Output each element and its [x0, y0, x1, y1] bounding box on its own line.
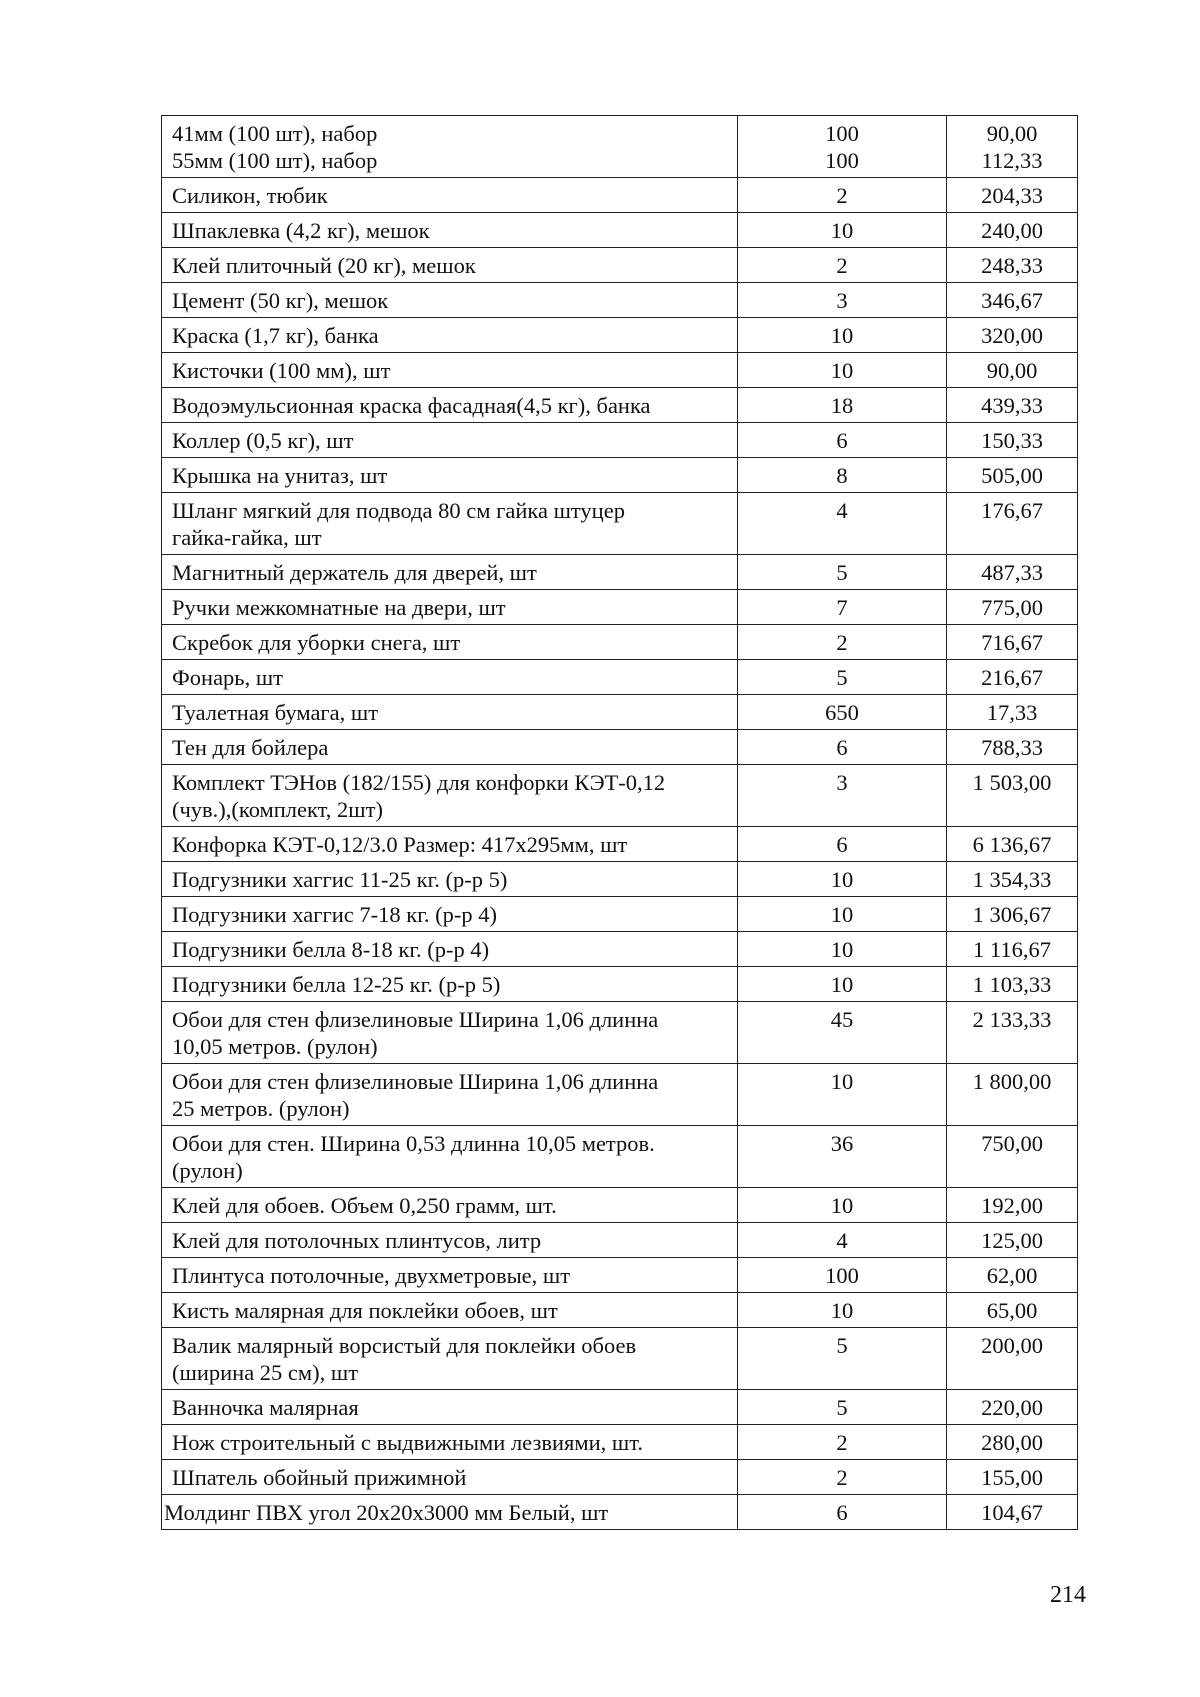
table-row: [162, 178, 1078, 213]
item-name-cell: [162, 1223, 738, 1258]
item-name-line: Водоэмульсионная краска фасадная(4,5 кг), банка: [172, 393, 651, 418]
quantity-line: 2: [836, 630, 848, 655]
quantity-line: 18: [830, 393, 854, 418]
table-row: [162, 1258, 1078, 1293]
quantity-cell: [738, 660, 947, 695]
price-line: 65,00: [986, 1298, 1038, 1323]
quantity-line: 5: [836, 1333, 848, 1358]
quantity-cell: [738, 967, 947, 1002]
price-cell: [947, 388, 1078, 423]
table-row: [162, 248, 1078, 283]
quantity-line: 6: [836, 1500, 848, 1525]
quantity-cell: [738, 1223, 947, 1258]
price-line: 280,00: [981, 1430, 1043, 1455]
table-row: [162, 1293, 1078, 1328]
item-name-cell: [162, 730, 738, 765]
quantity-cell: [738, 213, 947, 248]
table-row: [162, 1328, 1078, 1390]
quantity-cell: [738, 1258, 947, 1293]
quantity-cell: [738, 897, 947, 932]
item-name-cell: [162, 1328, 738, 1390]
quantity-cell: [738, 1064, 947, 1126]
item-name-line: Цемент (50 кг), мешок: [172, 288, 389, 313]
price-cell: [947, 493, 1078, 555]
price-line: 192,00: [981, 1193, 1043, 1218]
price-line: 62,00: [986, 1263, 1038, 1288]
items-table-body: [162, 116, 1078, 1530]
price-line: 104,67: [981, 1500, 1043, 1525]
table-row: [162, 1002, 1078, 1064]
item-name-cell: [162, 1126, 738, 1188]
quantity-line: 6: [836, 832, 848, 857]
price-cell: [947, 555, 1078, 590]
table-row: [162, 765, 1078, 827]
price-cell: [947, 625, 1078, 660]
price-cell: [947, 932, 1078, 967]
item-name-line: Плинтуса потолочные, двухметровые, шт: [172, 1263, 571, 1288]
item-name-cell: [162, 283, 738, 318]
item-name-line: Скребок для уборки снега, шт: [172, 630, 461, 655]
quantity-line: 4: [836, 1228, 848, 1253]
table-row: [162, 493, 1078, 555]
item-name-line: Нож строительный с выдвижными лезвиями, шт.: [172, 1430, 643, 1455]
price-line: 2 133,33: [972, 1007, 1052, 1032]
price-line: 750,00: [981, 1131, 1043, 1156]
item-name-cell: [162, 932, 738, 967]
item-name-line: Обои для стен. Ширина 0,53 длинна 10,05 метров.: [172, 1131, 655, 1156]
item-name-line: Тен для бойлера: [172, 735, 329, 760]
table-row: [162, 897, 1078, 932]
item-name-cell: [162, 213, 738, 248]
quantity-cell: [738, 862, 947, 897]
quantity-cell: [738, 458, 947, 493]
item-name-line: Клей для потолочных плинтусов, литр: [172, 1228, 542, 1253]
item-name-line: Комплект ТЭНов (182/155) для конфорки КЭТ-0,12: [172, 770, 666, 795]
quantity-cell: [738, 283, 947, 318]
quantity-cell: [738, 625, 947, 660]
quantity-line: 650: [825, 700, 859, 725]
table-row: [162, 1223, 1078, 1258]
item-name-line: Силикон, тюбик: [172, 183, 328, 208]
price-cell: [947, 353, 1078, 388]
price-cell: [947, 827, 1078, 862]
item-name-cell: [162, 625, 738, 660]
item-name-cell: [162, 1188, 738, 1223]
price-line: 112,33: [981, 148, 1043, 173]
price-line: 90,00: [986, 358, 1038, 383]
price-line: 346,67: [981, 288, 1043, 313]
quantity-cell: [738, 695, 947, 730]
item-name-cell: [162, 827, 738, 862]
table-row: [162, 213, 1078, 248]
quantity-cell: [738, 827, 947, 862]
price-cell: [947, 1258, 1078, 1293]
price-line: 1 306,67: [972, 902, 1052, 927]
table-row: [162, 1064, 1078, 1126]
item-name-line: Обои для стен флизелиновые Ширина 1,06 длинна: [172, 1007, 659, 1032]
table-row: [162, 932, 1078, 967]
item-name-cell: [162, 318, 738, 353]
item-name-line: Клей плиточный (20 кг), мешок: [172, 253, 476, 278]
price-cell: [947, 1002, 1078, 1064]
item-name-cell: [162, 862, 738, 897]
item-name-line: (рулон): [172, 1158, 243, 1183]
quantity-cell: [738, 388, 947, 423]
price-cell: [947, 967, 1078, 1002]
quantity-line: 5: [836, 665, 848, 690]
quantity-cell: [738, 932, 947, 967]
quantity-line: 2: [836, 1465, 848, 1490]
quantity-cell: [738, 1460, 947, 1495]
table-row: [162, 1460, 1078, 1495]
price-cell: [947, 897, 1078, 932]
quantity-line: 7: [836, 595, 848, 620]
quantity-line: 36: [830, 1131, 854, 1156]
price-line: 155,00: [981, 1465, 1043, 1490]
price-line: 1 103,33: [972, 972, 1052, 997]
price-cell: [947, 318, 1078, 353]
item-name-cell: [162, 116, 738, 178]
price-line: 1 800,00: [972, 1069, 1052, 1094]
quantity-line: 6: [836, 428, 848, 453]
price-cell: [947, 1495, 1078, 1530]
price-line: 150,33: [981, 428, 1043, 453]
quantity-cell: [738, 555, 947, 590]
item-name-line: Шпаклевка (4,2 кг), мешок: [172, 218, 430, 243]
item-name-line: Краска (1,7 кг), банка: [172, 323, 379, 348]
quantity-cell: [738, 765, 947, 827]
quantity-cell: [738, 1390, 947, 1425]
table-row: [162, 388, 1078, 423]
item-name-line: 25 метров. (рулон): [172, 1096, 350, 1121]
item-name-line: Клей для обоев. Объем 0,250 грамм, шт.: [172, 1193, 557, 1218]
table-row: [162, 423, 1078, 458]
item-name-cell: [162, 353, 738, 388]
quantity-cell: [738, 318, 947, 353]
item-name-line: Ручки межкомнатные на двери, шт: [172, 595, 506, 620]
quantity-line: 2: [836, 1430, 848, 1455]
price-cell: [947, 1328, 1078, 1390]
quantity-cell: [738, 353, 947, 388]
price-cell: [947, 458, 1078, 493]
price-cell: [947, 1390, 1078, 1425]
table-row: [162, 318, 1078, 353]
price-line: 248,33: [981, 253, 1043, 278]
price-cell: [947, 1223, 1078, 1258]
item-name-line: 10,05 метров. (рулон): [172, 1034, 378, 1059]
quantity-line: 3: [836, 770, 848, 795]
table-row: [162, 730, 1078, 765]
price-line: 1 116,67: [973, 937, 1051, 962]
quantity-cell: [738, 1328, 947, 1390]
item-name-line: Ванночка малярная: [172, 1395, 359, 1420]
item-name-cell: [162, 765, 738, 827]
price-line: 216,67: [981, 665, 1043, 690]
price-line: 1 354,33: [972, 867, 1052, 892]
item-name-cell: [162, 660, 738, 695]
quantity-cell: [738, 730, 947, 765]
quantity-line: 100: [825, 1263, 859, 1288]
price-line: 716,67: [981, 630, 1043, 655]
item-name-line: Шланг мягкий для подвода 80 см гайка штуцер: [172, 498, 625, 523]
price-cell: [947, 730, 1078, 765]
quantity-cell: [738, 1425, 947, 1460]
price-line: 200,00: [981, 1333, 1043, 1358]
quantity-line: 10: [830, 937, 854, 962]
item-name-line: 41мм (100 шт), набор: [172, 121, 378, 146]
quantity-cell: [738, 1293, 947, 1328]
table-row: [162, 660, 1078, 695]
item-name-line: Подгузники хаггис 7-18 кг. (р-р 4): [172, 902, 497, 927]
item-name-line: гайка-гайка, шт: [172, 525, 322, 550]
price-line: 1 503,00: [972, 770, 1052, 795]
item-name-line: Коллер (0,5 кг), шт: [172, 428, 354, 453]
price-line: 775,00: [981, 595, 1043, 620]
price-line: 240,00: [981, 218, 1043, 243]
quantity-cell: [738, 493, 947, 555]
item-name-cell: [162, 1002, 738, 1064]
quantity-cell: [738, 1002, 947, 1064]
quantity-line: 3: [836, 288, 848, 313]
table-row: [162, 1425, 1078, 1460]
quantity-line: 6: [836, 735, 848, 760]
quantity-line: 10: [830, 1298, 854, 1323]
table-row: [162, 353, 1078, 388]
item-name-line: Магнитный держатель для дверей, шт: [172, 560, 537, 585]
item-name-cell: [162, 590, 738, 625]
price-line: 788,33: [981, 735, 1043, 760]
quantity-cell: [738, 1188, 947, 1223]
table-row: [162, 1390, 1078, 1425]
quantity-line: 10: [830, 972, 854, 997]
item-name-cell: [162, 1390, 738, 1425]
item-name-cell: [162, 967, 738, 1002]
price-cell: [947, 1064, 1078, 1126]
item-name-line: Обои для стен флизелиновые Ширина 1,06 длинна: [172, 1069, 659, 1094]
item-name-cell: [162, 178, 738, 213]
item-name-cell: [162, 1064, 738, 1126]
price-cell: [947, 213, 1078, 248]
price-cell: [947, 1460, 1078, 1495]
price-cell: [947, 423, 1078, 458]
quantity-line: 10: [830, 1193, 854, 1218]
quantity-line: 10: [830, 867, 854, 892]
item-name-cell: [162, 493, 738, 555]
price-cell: [947, 283, 1078, 318]
item-name-cell: [162, 695, 738, 730]
item-name-cell: [162, 1495, 738, 1530]
price-line: 90,00: [986, 121, 1038, 146]
quantity-cell: [738, 1126, 947, 1188]
item-name-line: Крышка на унитаз, шт: [172, 463, 388, 488]
table-row: [162, 967, 1078, 1002]
item-name-line: (ширина 25 см), шт: [172, 1360, 359, 1385]
price-cell: [947, 862, 1078, 897]
price-line: 487,33: [981, 560, 1043, 585]
item-name-line: 55мм (100 шт), набор: [172, 148, 378, 173]
price-line: 204,33: [981, 183, 1043, 208]
item-name-line: Молдинг ПВХ угол 20х20х3000 мм Белый, шт: [164, 1500, 609, 1525]
item-name-line: Кисточки (100 мм), шт: [172, 358, 391, 383]
price-cell: [947, 116, 1078, 178]
item-name-line: Валик малярный ворсистый для поклейки обоев: [172, 1333, 637, 1358]
price-cell: [947, 1293, 1078, 1328]
price-line: 439,33: [981, 393, 1043, 418]
item-name-cell: [162, 555, 738, 590]
item-name-cell: [162, 388, 738, 423]
item-name-line: (чув.),(комплект, 2шт): [172, 797, 383, 822]
table-row: [162, 1188, 1078, 1223]
price-cell: [947, 178, 1078, 213]
price-cell: [947, 248, 1078, 283]
quantity-line: 8: [836, 463, 848, 488]
table-row: [162, 625, 1078, 660]
item-name-line: Кисть малярная для поклейки обоев, шт: [172, 1298, 558, 1323]
table-row: [162, 862, 1078, 897]
item-name-cell: [162, 1258, 738, 1293]
item-name-cell: [162, 423, 738, 458]
item-name-line: Шпатель обойный прижимной: [172, 1465, 467, 1490]
table-row: [162, 1495, 1078, 1530]
quantity-line: 2: [836, 183, 848, 208]
quantity-cell: [738, 116, 947, 178]
price-cell: [947, 660, 1078, 695]
quantity-cell: [738, 590, 947, 625]
price-line: 176,67: [981, 498, 1043, 523]
page-number: 214: [1050, 1582, 1086, 1608]
price-line: 6 136,67: [972, 832, 1052, 857]
item-name-cell: [162, 1460, 738, 1495]
item-name-cell: [162, 248, 738, 283]
item-name-cell: [162, 458, 738, 493]
quantity-line: 45: [830, 1007, 854, 1032]
table-row: [162, 590, 1078, 625]
items-table: [161, 115, 1078, 1530]
quantity-line: 4: [836, 498, 848, 523]
price-cell: [947, 590, 1078, 625]
item-name-line: Подгузники хаггис 11-25 кг. (р-р 5): [172, 867, 508, 892]
table-row: [162, 458, 1078, 493]
table-row: [162, 283, 1078, 318]
table-row: [162, 695, 1078, 730]
quantity-line: 5: [836, 560, 848, 585]
quantity-line: 100: [825, 148, 859, 173]
quantity-line: 100: [825, 121, 859, 146]
price-line: 320,00: [981, 323, 1043, 348]
quantity-line: 10: [830, 1069, 854, 1094]
price-cell: [947, 1126, 1078, 1188]
table-row: [162, 555, 1078, 590]
quantity-line: 10: [830, 218, 854, 243]
quantity-line: 2: [836, 253, 848, 278]
quantity-cell: [738, 1495, 947, 1530]
quantity-line: 10: [830, 902, 854, 927]
price-cell: [947, 695, 1078, 730]
quantity-cell: [738, 178, 947, 213]
price-line: 17,33: [986, 700, 1038, 725]
item-name-cell: [162, 897, 738, 932]
item-name-line: Фонарь, шт: [172, 665, 283, 690]
price-cell: [947, 765, 1078, 827]
table-row: [162, 827, 1078, 862]
price-line: 125,00: [981, 1228, 1043, 1253]
price-cell: [947, 1188, 1078, 1223]
quantity-cell: [738, 248, 947, 283]
price-line: 505,00: [981, 463, 1043, 488]
price-line: 220,00: [981, 1395, 1043, 1420]
item-name-cell: [162, 1293, 738, 1328]
item-name-line: Подгузники белла 8-18 кг. (р-р 4): [172, 937, 490, 962]
item-name-line: Подгузники белла 12-25 кг. (р-р 5): [172, 972, 501, 997]
item-name-line: Конфорка КЭТ-0,12/3.0 Размер: 417х295мм, шт: [172, 832, 628, 857]
quantity-cell: [738, 423, 947, 458]
quantity-line: 5: [836, 1395, 848, 1420]
quantity-line: 10: [830, 323, 854, 348]
price-cell: [947, 1425, 1078, 1460]
item-name-line: Туалетная бумага, шт: [172, 700, 379, 725]
item-name-cell: [162, 1425, 738, 1460]
table-row: [162, 116, 1078, 178]
table-row: [162, 1126, 1078, 1188]
quantity-line: 10: [830, 358, 854, 383]
